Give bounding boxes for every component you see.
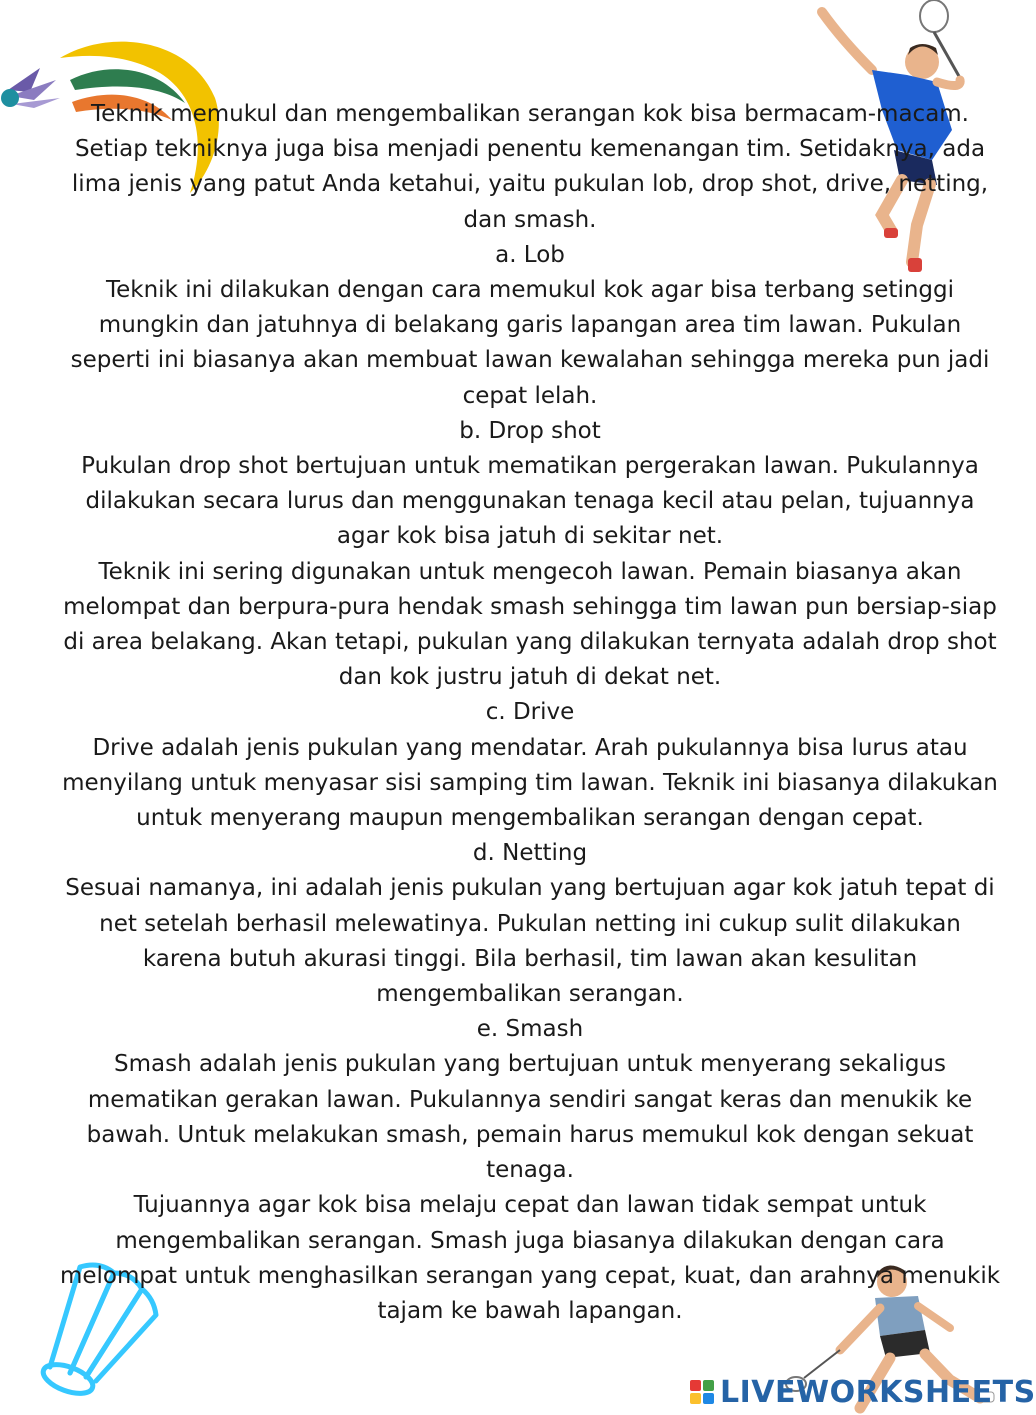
liveworksheets-watermark (690, 1376, 1036, 1408)
section-heading-lob: a. Lob (495, 241, 565, 268)
document-body (58, 97, 1002, 1329)
section-heading-netting: d. Netting (472, 840, 588, 867)
watermark-text: LIVEWORKSHEETS (720, 1374, 1036, 1410)
netting-paragraph: Sesuai namanya, ini adalah jenis pukulan yang bertujuan agar kok jatuh tepat di net setelah berhasil melewatinya. Pukulan netting ini cukup sulit dilakukan karena butuh akurasi tinggi. Bila berhasil, tim lawan akan kesulitan mengembalikan serangan. (65, 875, 995, 1008)
drop-shot-paragraph: Pukulan drop shot bertujuan untuk mematikan pergerakan lawan. Pukulannya dilakukan secara lurus dan menggunakan tenaga kecil atau pelan, tujuannya agar kok bisa jatuh di sekitar net. (81, 453, 979, 550)
watermark-logo-icon (690, 1380, 714, 1404)
section-heading-drive: c. Drive (485, 699, 575, 726)
smash-paragraph-2: Tujuannya agar kok bisa melaju cepat dan lawan tidak sempat untuk mengembalikan serangan. Smash juga biasanya dilakukan dengan cara melompat untuk menghasilkan serangan yang cepat, kuat, dan arahnya menukik tajam ke bawah lapangan. (59, 1192, 1001, 1324)
smash-paragraph: Smash adalah jenis pukulan yang bertujuan untuk menyerang sekaligus mematikan gerakan lawan. Pukulannya sendiri sangat keras dan menukik ke bawah. Untuk melakukan smash, pemain harus memukul kok dengan sekuat tenaga. (86, 1051, 974, 1184)
section-heading-drop-shot: b. Drop shot (459, 417, 601, 444)
intro-paragraph: Teknik memukul dan mengembalikan serangan kok bisa bermacam-macam. Setiap tekniknya juga bisa menjadi penentu kemenangan tim. Setidaknya, ada lima jenis yang patut Anda ketahui, yaitu pukulan lob, drop shot, drive, netting, dan smash. (71, 101, 989, 233)
drop-shot-paragraph-2: Teknik ini sering digunakan untuk mengecoh lawan. Pemain biasanya akan melompat dan berpura-pura hendak smash sehingga tim lawan pun bersiap-siap di area belakang. Akan tetapi, pukulan yang dilakukan ternyata adalah drop shot dan kok justru jatuh di dekat net. (63, 558, 997, 691)
lob-paragraph: Teknik ini dilakukan dengan cara memukul kok agar bisa terbang setinggi mungkin dan jatuhnya di belakang garis lapangan area tim lawan. Pukulan seperti ini biasanya akan membuat lawan kewalahan sehingga mereka pun jadi cepat lelah. (70, 277, 990, 409)
drive-paragraph: Drive adalah jenis pukulan yang mendatar. Arah pukulannya bisa lurus atau menyilang untuk menyasar sisi samping tim lawan. Teknik ini biasanya dilakukan untuk menyerang maupun mengembalikan serangan dengan cepat. (62, 734, 998, 832)
section-heading-smash: e. Smash (476, 1016, 584, 1043)
